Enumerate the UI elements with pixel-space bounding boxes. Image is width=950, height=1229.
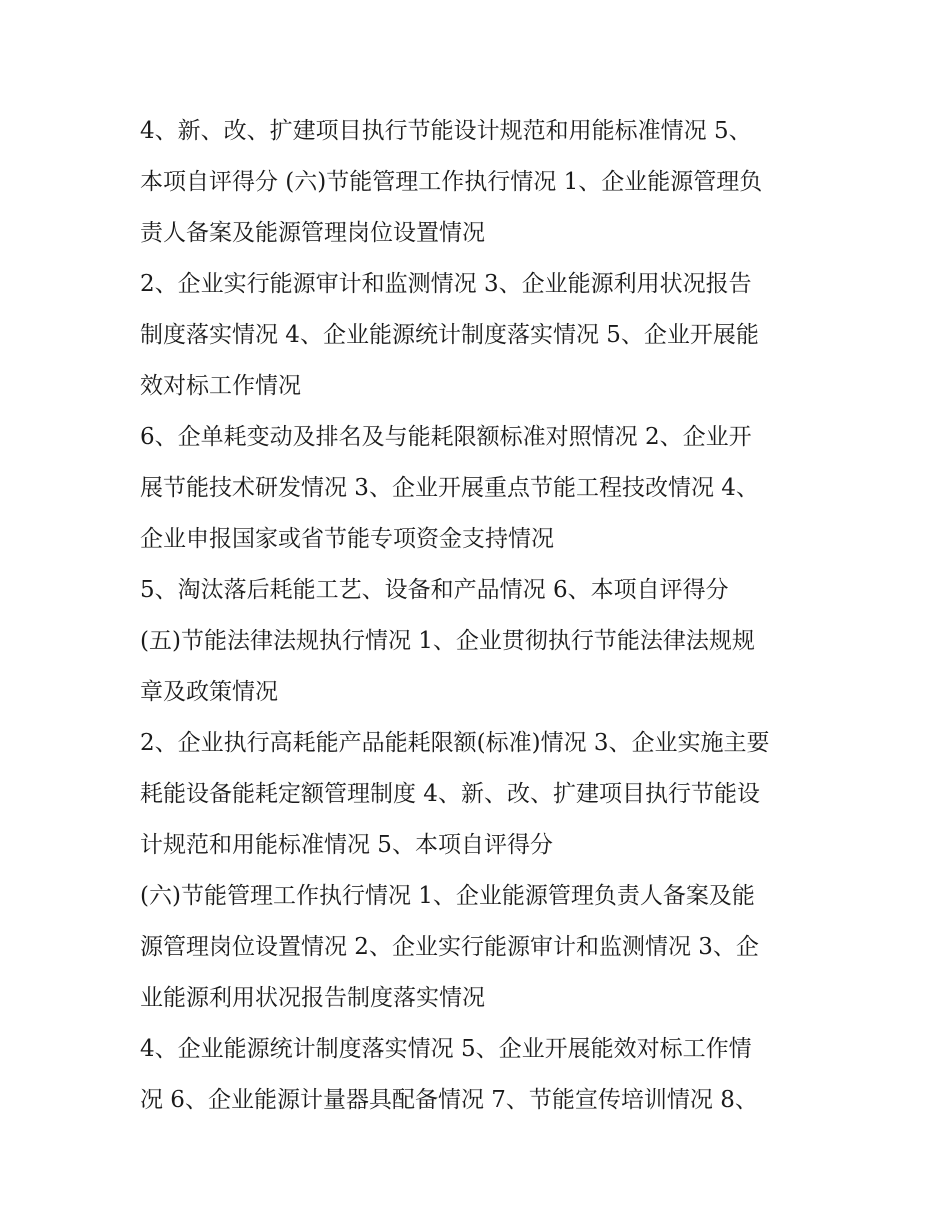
text-line: (六)节能管理工作执行情况 1、企业能源管理负责人备案及能 xyxy=(140,883,755,909)
text-line: 况 6、企业能源计量器具配备情况 7、节能宣传培训情况 8、 xyxy=(140,1087,758,1113)
text-line: 效对标工作情况 xyxy=(140,373,301,399)
text-line: 5、淘汰落后耗能工艺、设备和产品情况 6、本项自评得分 xyxy=(140,577,729,603)
text-line: 章及政策情况 xyxy=(140,679,278,705)
text-line: 2、企业实行能源审计和监测情况 3、企业能源利用状况报告 xyxy=(140,271,752,297)
text-line: 4、新、改、扩建项目执行节能设计规范和用能标准情况 5、 xyxy=(140,118,752,144)
text-line: 6、企单耗变动及排名及与能耗限额标准对照情况 2、企业开 xyxy=(140,424,752,450)
text-line: (五)节能法律法规执行情况 1、企业贯彻执行节能法律法规规 xyxy=(140,628,755,654)
text-line: 耗能设备能耗定额管理制度 4、新、改、扩建项目执行节能设 xyxy=(140,781,760,807)
text-line: 制度落实情况 4、企业能源统计制度落实情况 5、企业开展能 xyxy=(140,322,759,348)
text-line: 企业申报国家或省节能专项资金支持情况 xyxy=(140,526,554,552)
text-line: 计规范和用能标准情况 5、本项自评得分 xyxy=(140,832,553,858)
text-line: 责人备案及能源管理岗位设置情况 xyxy=(140,220,485,246)
text-line: 本项自评得分 (六)节能管理工作执行情况 1、企业能源管理负 xyxy=(140,169,763,195)
text-line: 2、企业执行高耗能产品能耗限额(标准)情况 3、企业实施主要 xyxy=(140,730,770,756)
document-body xyxy=(140,106,830,1126)
text-line: 业能源利用状况报告制度落实情况 xyxy=(140,985,485,1011)
text-line: 展节能技术研发情况 3、企业开展重点节能工程技改情况 4、 xyxy=(140,475,759,501)
text-line: 4、企业能源统计制度落实情况 5、企业开展能效对标工作情 xyxy=(140,1036,752,1062)
text-line: 源管理岗位设置情况 2、企业实行能源审计和监测情况 3、企 xyxy=(140,934,759,960)
